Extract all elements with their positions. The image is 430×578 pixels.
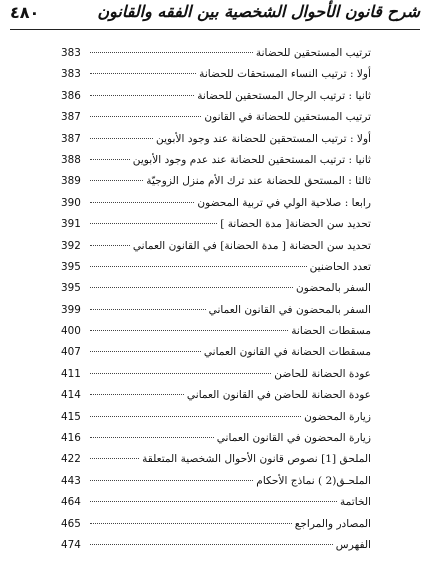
toc-leader-dots [90, 95, 194, 96]
toc-entry-page-number: 411 [61, 367, 81, 380]
toc-entry [61, 535, 371, 556]
toc-entry-page-number: 422 [61, 453, 81, 466]
toc-leader-dots [90, 416, 301, 417]
toc-entry-page-number: 383 [61, 47, 81, 59]
toc-entry-page-number: 395 [61, 260, 81, 273]
toc-leader-dots [90, 309, 206, 310]
toc-entry-page-number: 465 [61, 517, 81, 530]
toc-entry-page-number: 395 [61, 282, 81, 295]
toc-leader-dots [90, 480, 253, 481]
toc-leader-dots [90, 330, 288, 331]
toc-entry-page-number: 383 [61, 68, 81, 81]
toc-entry-title: الملحق [1] نصوص قانون الأحوال الشخصية المتعلقة [142, 453, 371, 466]
toc-leader-dots [90, 458, 139, 459]
page-header [0, 0, 430, 34]
toc-entry-page-number: 414 [61, 389, 81, 402]
toc-entry-title: السفر بالمحضون في القانون العماني [208, 303, 371, 316]
toc-leader-dots [90, 373, 271, 374]
toc-entry [61, 257, 371, 278]
toc-entry [61, 43, 371, 64]
toc-entry-title: تحديد سن الحضانة[ مدة الحضانة ] [220, 218, 371, 231]
toc-leader-dots [90, 245, 130, 246]
toc-entry-page-number: 474 [61, 538, 81, 551]
toc-entry-title: رابعا : صلاحية الولي في تربية المحضون [197, 196, 371, 209]
toc-entry-title: ثالثا : المستحق للحضانة عند ترك الأم منزل الزوجيّة [146, 175, 371, 188]
toc-leader-dots [90, 138, 153, 139]
toc-entry-title: أولا : ترتيب النساء المستحقات للحضانة [199, 68, 371, 81]
toc-entry-page-number: 415 [61, 410, 81, 423]
toc-entry-title: ترتيب المستحقين للحضانة [255, 47, 371, 59]
toc-entry-title: زيارة المحضون في القانون العماني [216, 432, 371, 445]
toc-leader-dots [90, 223, 217, 224]
toc-entry [61, 129, 371, 150]
toc-entry-page-number: 416 [61, 432, 81, 445]
toc-entry-page-number: 392 [61, 239, 81, 252]
toc-entry-page-number: 390 [61, 196, 81, 209]
toc-entry-title: الفهرس [335, 538, 371, 551]
toc-entry [61, 171, 371, 192]
toc-entry [61, 278, 371, 299]
toc-leader-dots [90, 202, 194, 203]
toc-leader-dots [90, 501, 337, 502]
toc-leader-dots [90, 116, 201, 117]
toc-leader-dots [90, 287, 293, 288]
header-rule [10, 29, 420, 30]
toc-entry-title: تحديد سن الحضانة [ مدة الحضانة] في القانون العماني [132, 239, 371, 252]
toc-entry-title: مسقطات الحضانة [291, 325, 371, 338]
toc-entry-page-number: 389 [61, 175, 81, 188]
toc-entry [61, 214, 371, 235]
toc-entry [61, 385, 371, 406]
toc-entry-title: ترتيب المستحقين للحضانة في القانون [204, 111, 371, 124]
toc-entry-title: تعدد الحاضنين [309, 260, 371, 273]
toc-entry-page-number: 400 [61, 325, 81, 338]
toc-leader-dots [90, 351, 201, 352]
toc-entry-page-number: 399 [61, 303, 81, 316]
toc-entry [61, 107, 371, 128]
toc-leader-dots [90, 394, 184, 395]
toc-entry-page-number: 443 [61, 474, 81, 487]
toc-entry [61, 64, 371, 85]
toc-entry-title: عودة الحضانة للحاضن [274, 367, 371, 380]
toc-leader-dots [90, 180, 143, 181]
toc-entry [61, 86, 371, 107]
toc-leader-dots [90, 52, 253, 53]
toc-leader-dots [90, 266, 307, 267]
toc-leader-dots [90, 437, 214, 438]
toc-entry [61, 492, 371, 513]
toc-entry-title: المصادر والمراجع [294, 517, 371, 530]
table-of-contents [61, 43, 371, 556]
toc-entry-title: السفر بالمحضون [296, 282, 371, 295]
toc-entry-title: أولا : ترتيب المستحقين للحضانة عند وجود الأبوين [156, 132, 371, 145]
toc-entry [61, 236, 371, 257]
toc-entry-title: ثانيا : ترتيب المستحقين للحضانة عند عدم وجود الأبوين [132, 153, 371, 166]
toc-entry-page-number: 464 [61, 496, 81, 509]
toc-entry-title: مسقطات الحضانة في القانون العماني [203, 346, 371, 359]
toc-entry-page-number: 391 [61, 218, 81, 231]
toc-entry-title: زيارة المحضون [304, 410, 371, 423]
toc-entry-page-number: 386 [61, 89, 81, 102]
toc-entry [61, 449, 371, 470]
toc-entry-title: عودة الحضانة للحاضن في القانون العماني [186, 389, 371, 402]
toc-entry [61, 321, 371, 342]
toc-entry-page-number: 407 [61, 346, 81, 359]
toc-entry [61, 514, 371, 535]
page-number: ٤٨٠ [10, 3, 40, 22]
toc-leader-dots [90, 73, 196, 74]
book-title: شرح قانون الأحوال الشخصية بين الفقه والقانون [97, 2, 420, 21]
toc-entry [61, 300, 371, 321]
toc-entry-page-number: 387 [61, 111, 81, 124]
toc-entry [61, 364, 371, 385]
toc-entry [61, 150, 371, 171]
toc-entry [61, 471, 371, 492]
toc-entry [61, 428, 371, 449]
toc-entry [61, 193, 371, 214]
toc-entry-title: الملحـق(2 ) نماذج الأحكام [256, 474, 371, 487]
toc-leader-dots [90, 159, 130, 160]
toc-entry-title: الخاتمة [340, 496, 371, 509]
toc-leader-dots [90, 544, 333, 545]
toc-entry [61, 342, 371, 363]
toc-entry [61, 407, 371, 428]
toc-entry-page-number: 388 [61, 153, 81, 166]
toc-entry-page-number: 387 [61, 132, 81, 145]
toc-leader-dots [90, 523, 292, 524]
toc-entry-title: ثانيا : ترتيب الرجال المستحقين للحضانة [197, 89, 371, 102]
